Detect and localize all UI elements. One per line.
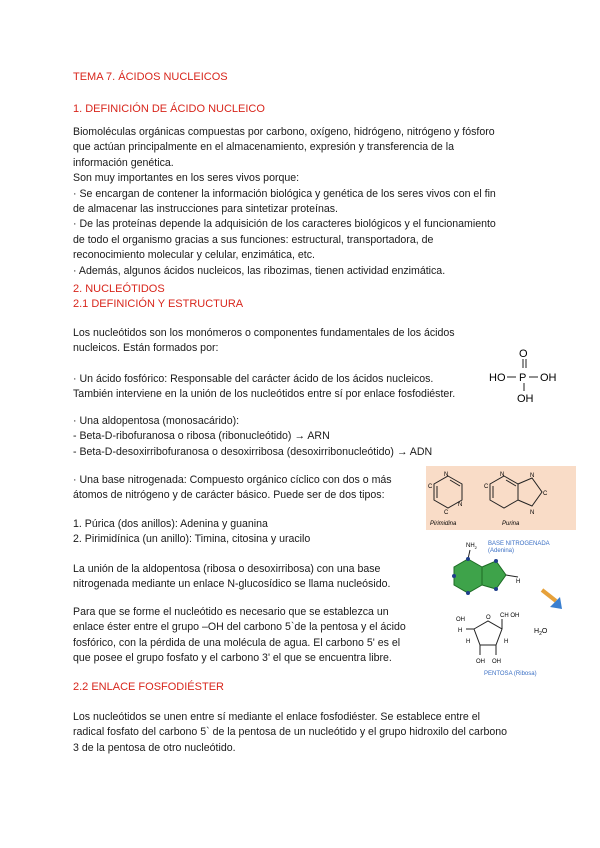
c-label: C <box>543 491 548 497</box>
text-line: - Beta-D-ribofuranosa o ribosa (ribonucleótido) → ARN <box>73 430 330 443</box>
pirimidina-label: Pirimidina <box>430 521 457 527</box>
h-label: H <box>458 628 463 634</box>
phosphoric-acid-text <box>73 372 455 403</box>
oh-label: OH <box>476 659 485 665</box>
text-line: reconocimiento molecular y celular, enzimática, etc. <box>73 249 315 262</box>
h-text: H <box>534 628 540 635</box>
n-label: N <box>530 510 535 516</box>
text-line: que actúan principalmente en el almacenamiento, expresión y transferencia de la <box>73 141 455 154</box>
text-line: nitrogenada mediante un enlace N-glucosídico se llama nucleósido. <box>73 578 391 591</box>
o-text: O <box>541 628 548 635</box>
text-line: Los nucleótidos se unen entre sí mediante el enlace fosfodiéster. Se establece entre el <box>73 711 480 723</box>
text-line: de todo el organismo gracias a sus funciones: estructural, transportadora, de <box>73 233 434 246</box>
text-line: fosfórico, con la pérdida de una molécula de agua. El carbono 5' es el <box>73 636 401 649</box>
h-label: H <box>466 639 471 645</box>
list-item: 1. Púrica (dos anillos): Adenina y guanina <box>73 518 268 530</box>
text-line: También interviene en la unión de los nucleótidos entre sí por enlace fosfodiéster. <box>73 388 456 401</box>
nh2-label <box>466 543 478 550</box>
n-label: N <box>530 473 535 479</box>
base-types-list <box>73 517 310 548</box>
section-2-heading: 2. NUCLEÓTIDOS <box>73 283 165 295</box>
list-item: 2. Pirimidínica (un anillo): Timina, citosina y uracilo <box>73 533 311 546</box>
phosphodiester-text <box>73 710 507 756</box>
text-line: Son muy importantes en los seres vivos porque: <box>73 172 300 185</box>
o-label: O <box>519 348 528 360</box>
text-line: 3 de la pentosa de otro nucleótido. <box>73 741 236 754</box>
arrow-icon <box>542 590 562 609</box>
oh-label: OH <box>456 617 465 623</box>
text-line: nucleicos. Están formados por: <box>73 342 219 355</box>
text-line: · Una base nitrogenada: Compuesto orgánico cíclico con dos o más <box>73 474 392 486</box>
purina-label: Purina <box>502 521 520 527</box>
section-1-body <box>73 125 496 279</box>
text-line: · Una aldopentosa (monosacárido): <box>73 415 240 427</box>
nucleoside-figure <box>430 535 570 685</box>
nucleoside-text <box>73 562 390 593</box>
nucleotide-intro <box>73 326 455 357</box>
ho-label: HO <box>489 372 506 384</box>
text-line: · Un ácido fosfórico: Responsable del carácter ácido de los ácidos nucleicos. <box>73 373 434 385</box>
adenine-label: (Adenina) <box>488 548 515 554</box>
pentose-text <box>73 414 432 460</box>
n-label: N <box>444 472 449 478</box>
adenine-rings <box>452 557 506 595</box>
text-line: enlace éster entre el grupo –OH del carbono 5`de la pentosa y el ácido <box>73 621 406 634</box>
text-line: · De las proteínas depende la adquisición de los caracteres biológicos y el funcionamiento <box>73 218 496 231</box>
h-label: H <box>504 639 509 645</box>
pentose-label: PENTOSA (Ribosa) <box>484 671 537 677</box>
o-label: O <box>486 615 491 621</box>
text-line: información genética. <box>73 156 174 169</box>
subscript: 2 <box>539 631 542 637</box>
n-label: N <box>500 472 505 478</box>
text-line: de almacenar las instrucciones para sintetizar proteínas. <box>73 203 338 216</box>
c-label: C <box>428 484 433 490</box>
text-line: Biomoléculas orgánicas compuestas por carbono, oxígeno, hidrógeno, nitrógeno y fósforo <box>73 126 495 138</box>
section-1-heading: 1. DEFINICIÓN DE ÁCIDO NUCLEICO <box>73 103 265 115</box>
text-line: átomos de nitrógeno y de carácter básico. Puede ser de dos tipos: <box>73 489 385 502</box>
oh-bottom-label: OH <box>517 393 534 404</box>
ester-bond-text <box>73 605 406 667</box>
c-label: C <box>484 484 489 490</box>
p-label: P <box>519 372 527 384</box>
document-title: TEMA 7. ÁCIDOS NUCLEICOS <box>73 71 228 83</box>
subscript: 2 <box>474 545 477 550</box>
n-label: N <box>458 502 463 508</box>
oh-right-label: OH <box>540 372 557 384</box>
base-text <box>73 473 392 504</box>
nh-text: NH <box>466 543 475 549</box>
text-line: Los nucleótidos son los monómeros o componentes fundamentales de los ácidos <box>73 327 455 339</box>
water-label <box>534 628 548 637</box>
text-line: La unión de la aldopentosa (ribosa o desoxirribosa) con una base <box>73 563 381 575</box>
section-2-2-heading: 2.2 ENLACE FOSFODIÉSTER <box>73 681 224 693</box>
c-label: C <box>444 510 449 516</box>
text-line: · Además, algunos ácidos nucleicos, las ribozimas, tienen actividad enzimática. <box>73 264 446 277</box>
nitrogenous-bases-figure <box>426 466 576 530</box>
text-line: que posee el grupo fosfato y el carbono 3' el que se encuentra libre. <box>73 652 392 665</box>
ribose-ring <box>466 619 502 655</box>
ch2oh-label: CH OH <box>500 613 520 619</box>
text-line: Para que se forme el nucleótido es necesario que se establezca un <box>73 606 389 618</box>
oh-label: OH <box>492 659 501 665</box>
text-line: - Beta-D-desoxirribofuranosa o desoxirribosa (desoxirribonucleótido) → ADN <box>73 445 433 458</box>
base-label: BASE NITROGENADA <box>488 541 550 547</box>
phosphoric-acid-figure <box>488 346 560 404</box>
text-line: radical fosfato del carbono 5` de la pentosa de un nucleótido y el grupo hidroxilo del carbono <box>73 726 508 739</box>
h-label: H <box>516 579 521 585</box>
section-2-1-heading: 2.1 DEFINICIÓN Y ESTRUCTURA <box>73 298 244 310</box>
text-line: · Se encargan de contener la información biológica y genética de los seres vivos con el fin <box>73 187 496 200</box>
